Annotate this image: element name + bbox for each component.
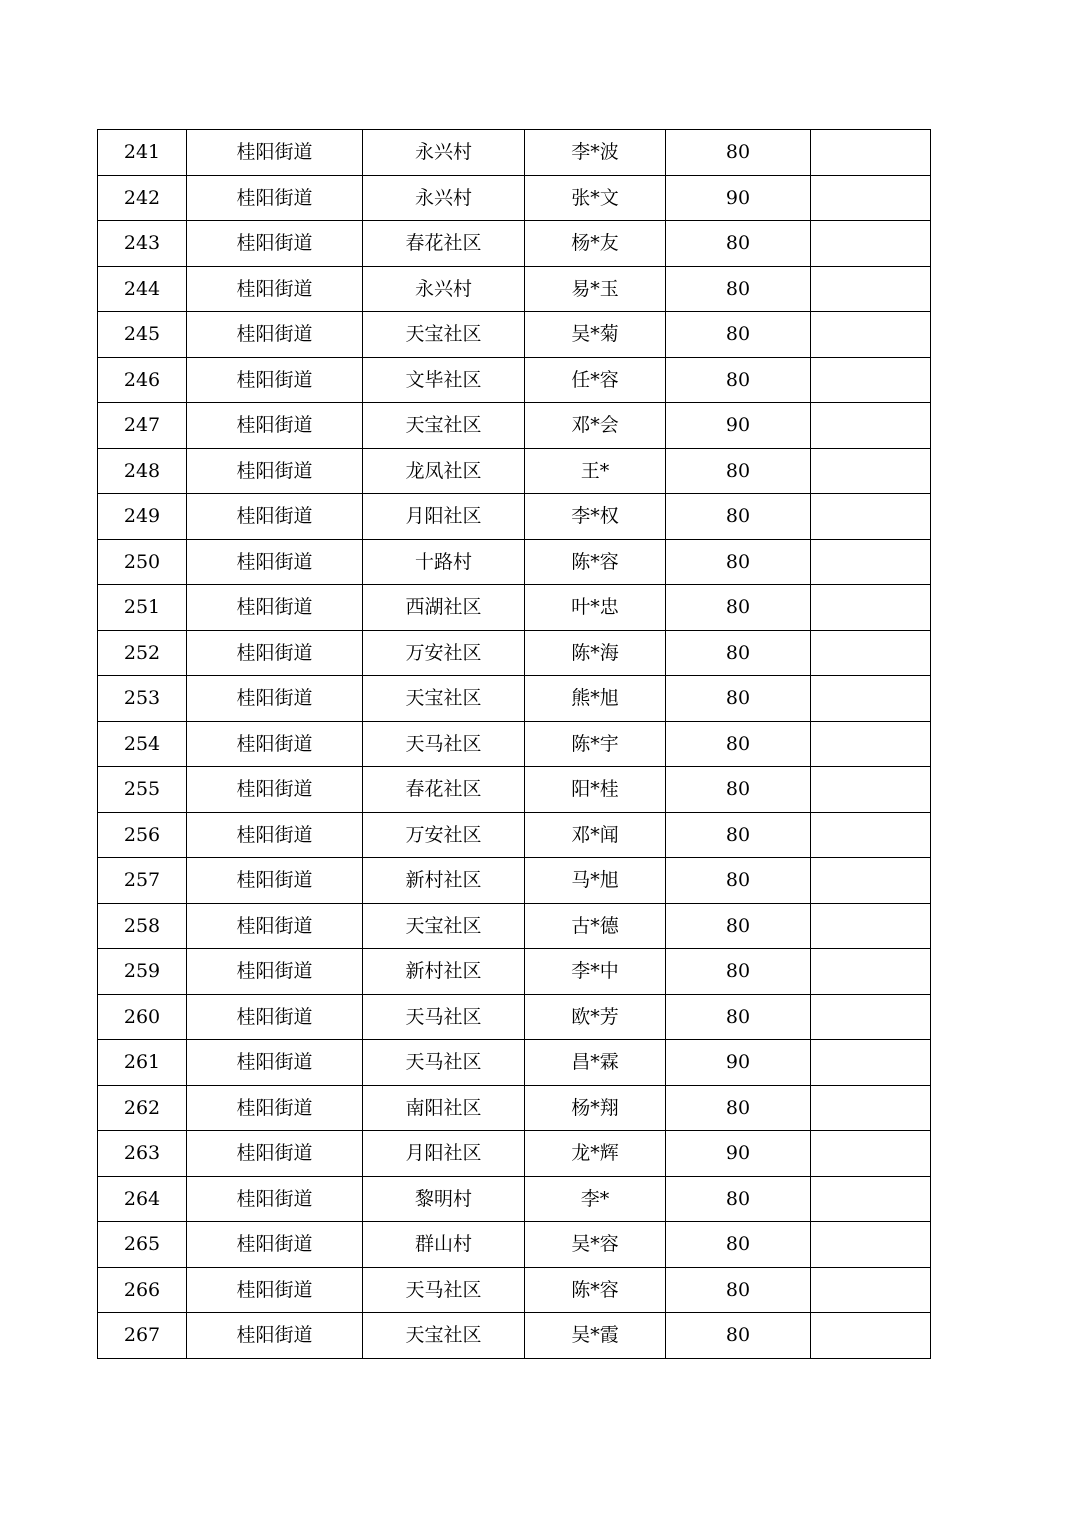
community-cell: 天宝社区: [363, 676, 525, 722]
name-cell: 杨*友: [525, 221, 666, 267]
table-row: [98, 676, 931, 722]
street-cell: 桂阳街道: [187, 357, 363, 403]
street-cell: 桂阳街道: [187, 994, 363, 1040]
row-number-cell: 252: [98, 630, 187, 676]
row-number-cell: 263: [98, 1131, 187, 1177]
remark-cell: [811, 1085, 931, 1131]
street-cell: 桂阳街道: [187, 539, 363, 585]
name-cell: 陈*宇: [525, 721, 666, 767]
amount-cell: 80: [666, 812, 811, 858]
row-number-cell: 249: [98, 494, 187, 540]
table-row: [98, 312, 931, 358]
amount-cell: 80: [666, 130, 811, 176]
remark-cell: [811, 585, 931, 631]
name-cell: 叶*忠: [525, 585, 666, 631]
amount-cell: 80: [666, 1313, 811, 1359]
row-number-cell: 266: [98, 1267, 187, 1313]
row-number-cell: 254: [98, 721, 187, 767]
remark-cell: [811, 994, 931, 1040]
remark-cell: [811, 403, 931, 449]
name-cell: 李*中: [525, 949, 666, 995]
community-cell: 天宝社区: [363, 403, 525, 449]
street-cell: 桂阳街道: [187, 767, 363, 813]
amount-cell: 80: [666, 585, 811, 631]
table-row: [98, 721, 931, 767]
amount-cell: 80: [666, 221, 811, 267]
amount-cell: 80: [666, 903, 811, 949]
name-cell: 古*德: [525, 903, 666, 949]
remark-cell: [811, 1313, 931, 1359]
row-number-cell: 248: [98, 448, 187, 494]
street-cell: 桂阳街道: [187, 721, 363, 767]
row-number-cell: 256: [98, 812, 187, 858]
community-cell: 龙凤社区: [363, 448, 525, 494]
table-row: [98, 1085, 931, 1131]
street-cell: 桂阳街道: [187, 403, 363, 449]
amount-cell: 80: [666, 630, 811, 676]
amount-cell: 80: [666, 1222, 811, 1268]
remark-cell: [811, 721, 931, 767]
street-cell: 桂阳街道: [187, 1222, 363, 1268]
name-cell: 任*容: [525, 357, 666, 403]
remark-cell: [811, 630, 931, 676]
community-cell: 群山村: [363, 1222, 525, 1268]
community-cell: 南阳社区: [363, 1085, 525, 1131]
amount-cell: 80: [666, 858, 811, 904]
community-cell: 永兴村: [363, 266, 525, 312]
amount-cell: 80: [666, 676, 811, 722]
community-cell: 天宝社区: [363, 312, 525, 358]
remark-cell: [811, 130, 931, 176]
amount-cell: 90: [666, 175, 811, 221]
remark-cell: [811, 903, 931, 949]
amount-cell: 80: [666, 357, 811, 403]
community-cell: 天马社区: [363, 994, 525, 1040]
amount-cell: 80: [666, 1176, 811, 1222]
row-number-cell: 245: [98, 312, 187, 358]
row-number-cell: 264: [98, 1176, 187, 1222]
community-cell: 春花社区: [363, 767, 525, 813]
table-row: [98, 357, 931, 403]
community-cell: 天马社区: [363, 721, 525, 767]
community-cell: 新村社区: [363, 858, 525, 904]
name-cell: 李*权: [525, 494, 666, 540]
name-cell: 吴*霞: [525, 1313, 666, 1359]
community-cell: 永兴村: [363, 175, 525, 221]
name-cell: 李*波: [525, 130, 666, 176]
amount-cell: 80: [666, 539, 811, 585]
table-row: [98, 903, 931, 949]
table-row: [98, 448, 931, 494]
name-cell: 吴*菊: [525, 312, 666, 358]
row-number-cell: 243: [98, 221, 187, 267]
row-number-cell: 258: [98, 903, 187, 949]
community-cell: 天马社区: [363, 1040, 525, 1086]
row-number-cell: 244: [98, 266, 187, 312]
remark-cell: [811, 858, 931, 904]
table-row: [98, 812, 931, 858]
table-row: [98, 1040, 931, 1086]
amount-cell: 80: [666, 994, 811, 1040]
remark-cell: [811, 312, 931, 358]
table-row: [98, 767, 931, 813]
community-cell: 万安社区: [363, 630, 525, 676]
name-cell: 易*玉: [525, 266, 666, 312]
row-number-cell: 261: [98, 1040, 187, 1086]
remark-cell: [811, 1176, 931, 1222]
amount-cell: 80: [666, 266, 811, 312]
name-cell: 阳*桂: [525, 767, 666, 813]
table-row: [98, 539, 931, 585]
street-cell: 桂阳街道: [187, 949, 363, 995]
street-cell: 桂阳街道: [187, 676, 363, 722]
street-cell: 桂阳街道: [187, 266, 363, 312]
name-cell: 吴*容: [525, 1222, 666, 1268]
table-row: [98, 1131, 931, 1177]
street-cell: 桂阳街道: [187, 1040, 363, 1086]
row-number-cell: 257: [98, 858, 187, 904]
row-number-cell: 255: [98, 767, 187, 813]
name-cell: 马*旭: [525, 858, 666, 904]
table-row: [98, 130, 931, 176]
street-cell: 桂阳街道: [187, 812, 363, 858]
street-cell: 桂阳街道: [187, 1085, 363, 1131]
street-cell: 桂阳街道: [187, 448, 363, 494]
amount-cell: 80: [666, 721, 811, 767]
table-row: [98, 494, 931, 540]
name-cell: 昌*霖: [525, 1040, 666, 1086]
name-cell: 邓*闻: [525, 812, 666, 858]
community-cell: 天马社区: [363, 1267, 525, 1313]
remark-cell: [811, 494, 931, 540]
table-row: [98, 585, 931, 631]
community-cell: 十路村: [363, 539, 525, 585]
amount-cell: 80: [666, 1267, 811, 1313]
community-cell: 天宝社区: [363, 1313, 525, 1359]
table-row: [98, 858, 931, 904]
remark-cell: [811, 357, 931, 403]
row-number-cell: 260: [98, 994, 187, 1040]
amount-cell: 90: [666, 1040, 811, 1086]
street-cell: 桂阳街道: [187, 903, 363, 949]
amount-cell: 80: [666, 949, 811, 995]
remark-cell: [811, 676, 931, 722]
table-row: [98, 1313, 931, 1359]
table-row: [98, 994, 931, 1040]
amount-cell: 80: [666, 767, 811, 813]
remark-cell: [811, 175, 931, 221]
row-number-cell: 267: [98, 1313, 187, 1359]
community-cell: 天宝社区: [363, 903, 525, 949]
name-cell: 陈*容: [525, 1267, 666, 1313]
table-row: [98, 175, 931, 221]
row-number-cell: 242: [98, 175, 187, 221]
remark-cell: [811, 1040, 931, 1086]
table-row: [98, 949, 931, 995]
amount-cell: 80: [666, 1085, 811, 1131]
name-cell: 杨*翔: [525, 1085, 666, 1131]
street-cell: 桂阳街道: [187, 630, 363, 676]
amount-cell: 80: [666, 312, 811, 358]
street-cell: 桂阳街道: [187, 494, 363, 540]
table-body: [98, 130, 931, 1359]
community-cell: 黎明村: [363, 1176, 525, 1222]
street-cell: 桂阳街道: [187, 130, 363, 176]
remark-cell: [811, 767, 931, 813]
row-number-cell: 247: [98, 403, 187, 449]
row-number-cell: 265: [98, 1222, 187, 1268]
community-cell: 文毕社区: [363, 357, 525, 403]
community-cell: 新村社区: [363, 949, 525, 995]
amount-cell: 90: [666, 1131, 811, 1177]
row-number-cell: 251: [98, 585, 187, 631]
name-cell: 龙*辉: [525, 1131, 666, 1177]
row-number-cell: 262: [98, 1085, 187, 1131]
row-number-cell: 253: [98, 676, 187, 722]
amount-cell: 80: [666, 448, 811, 494]
remark-cell: [811, 1131, 931, 1177]
remark-cell: [811, 949, 931, 995]
remark-cell: [811, 1222, 931, 1268]
community-cell: 月阳社区: [363, 494, 525, 540]
amount-cell: 90: [666, 403, 811, 449]
community-cell: 永兴村: [363, 130, 525, 176]
table-row: [98, 221, 931, 267]
remark-cell: [811, 448, 931, 494]
community-cell: 西湖社区: [363, 585, 525, 631]
name-cell: 李*: [525, 1176, 666, 1222]
street-cell: 桂阳街道: [187, 858, 363, 904]
street-cell: 桂阳街道: [187, 1131, 363, 1177]
street-cell: 桂阳街道: [187, 312, 363, 358]
remark-cell: [811, 1267, 931, 1313]
remark-cell: [811, 539, 931, 585]
row-number-cell: 246: [98, 357, 187, 403]
name-cell: 陈*容: [525, 539, 666, 585]
community-cell: 万安社区: [363, 812, 525, 858]
name-cell: 陈*海: [525, 630, 666, 676]
data-table: [97, 129, 931, 1359]
street-cell: 桂阳街道: [187, 221, 363, 267]
row-number-cell: 250: [98, 539, 187, 585]
table-row: [98, 1222, 931, 1268]
street-cell: 桂阳街道: [187, 1313, 363, 1359]
table-row: [98, 403, 931, 449]
name-cell: 王*: [525, 448, 666, 494]
remark-cell: [811, 812, 931, 858]
remark-cell: [811, 221, 931, 267]
street-cell: 桂阳街道: [187, 585, 363, 631]
community-cell: 春花社区: [363, 221, 525, 267]
name-cell: 熊*旭: [525, 676, 666, 722]
street-cell: 桂阳街道: [187, 1267, 363, 1313]
table-row: [98, 266, 931, 312]
table-row: [98, 1267, 931, 1313]
name-cell: 张*文: [525, 175, 666, 221]
street-cell: 桂阳街道: [187, 1176, 363, 1222]
table-row: [98, 630, 931, 676]
table-row: [98, 1176, 931, 1222]
street-cell: 桂阳街道: [187, 175, 363, 221]
name-cell: 欧*芳: [525, 994, 666, 1040]
name-cell: 邓*会: [525, 403, 666, 449]
remark-cell: [811, 266, 931, 312]
community-cell: 月阳社区: [363, 1131, 525, 1177]
amount-cell: 80: [666, 494, 811, 540]
row-number-cell: 259: [98, 949, 187, 995]
row-number-cell: 241: [98, 130, 187, 176]
